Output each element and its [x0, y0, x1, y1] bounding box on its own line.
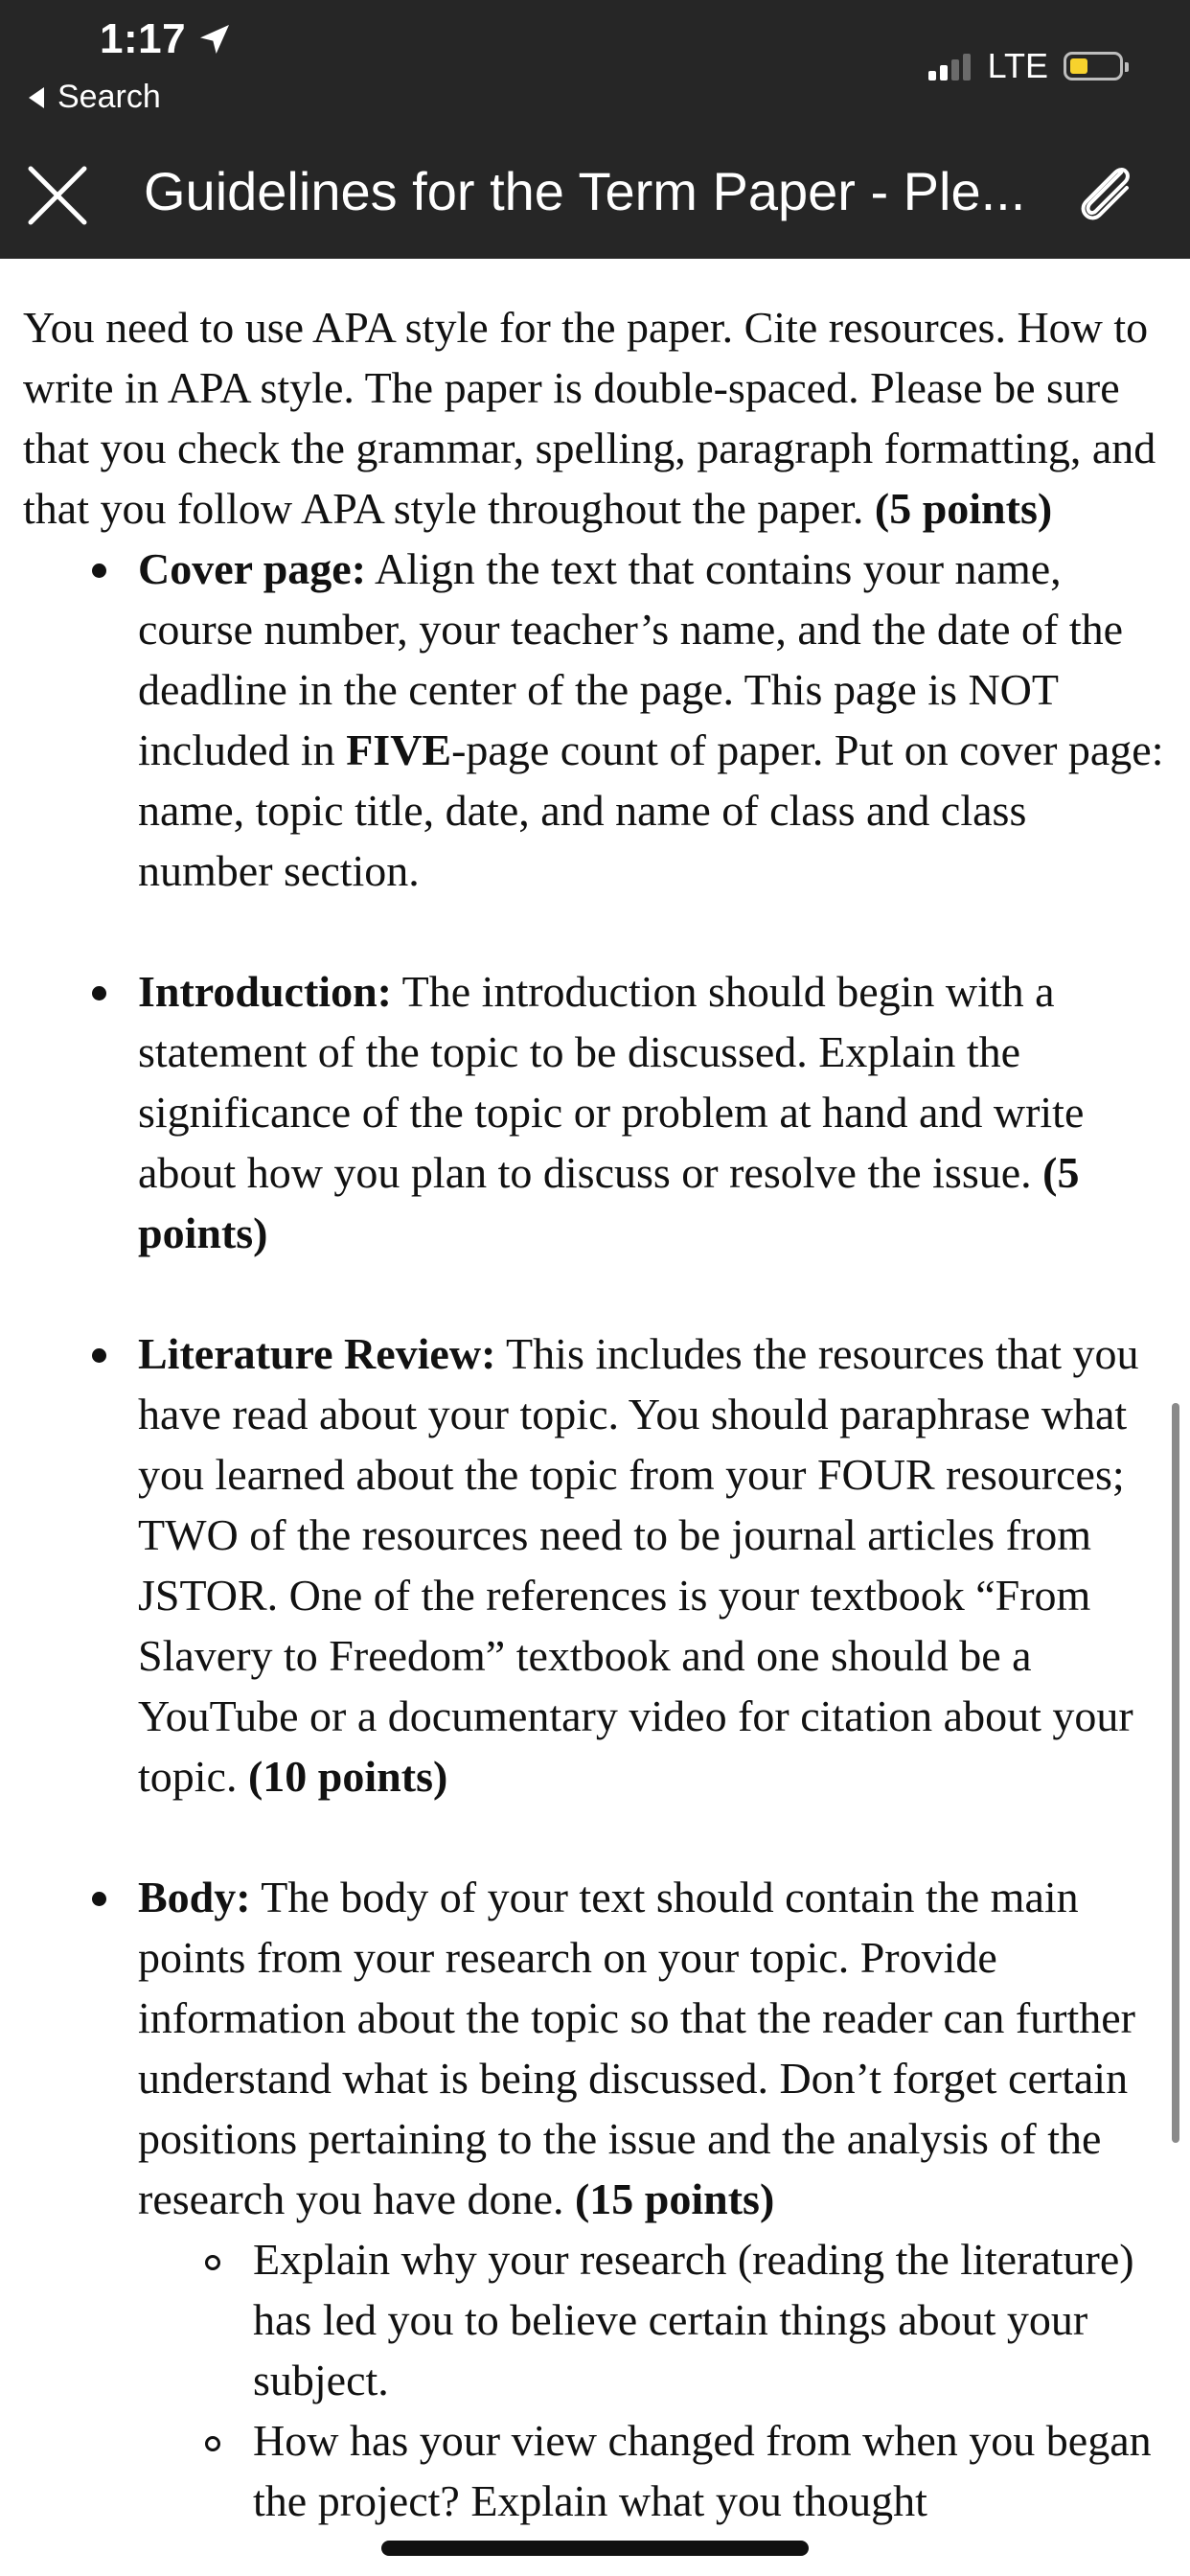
sub-item — [23, 2229, 1169, 2410]
back-to-search-button[interactable] — [29, 79, 161, 116]
top-chrome — [0, 0, 1190, 259]
cover-page-text: Align the text that contains your name, course number, your teacher’s name, and the date of the deadline in the center of the page. This page is NOT included in — [138, 544, 1124, 774]
body-points: (15 points) — [574, 2174, 775, 2223]
close-icon[interactable] — [21, 159, 94, 232]
list-item-introduction — [23, 961, 1169, 1263]
network-label: LTE — [987, 46, 1048, 85]
list-item-literature-review — [23, 1323, 1169, 1806]
battery-icon — [1064, 52, 1123, 80]
sub-item — [23, 2410, 1169, 2531]
guidelines-list — [23, 539, 1169, 2531]
status-time — [100, 15, 234, 63]
literature-review-points: (10 points) — [247, 1752, 448, 1801]
cover-page-bold: FIVE — [346, 725, 452, 774]
sub-item-text: Explain why your research (reading the literature) has led you to believe certain things about your subject. — [253, 2235, 1134, 2404]
location-arrow-icon — [195, 20, 234, 58]
literature-review-heading: Literature Review: — [138, 1329, 496, 1378]
status-indicators — [928, 46, 1123, 86]
time-label: 1:17 — [100, 15, 187, 62]
body-text: The body of your text should contain the main points from your research on your topic. Provide information about the topic so that the reader can further understand what is being discussed. Don’t forget certain positions pertaining to the issue and the analysis of the research you have done. — [138, 1873, 1135, 2223]
literature-review-text: This includes the resources that you have read about your topic. You should paraphrase what you learned about the topic from your FOUR resources; TWO of the resources need to be journal articles from JSTOR. One of the references is your textbook “From Slavery to Freedom” textbook and one should be a YouTube or a documentary video for citation about your topic. — [138, 1329, 1139, 1801]
introduction-text: The introduction should begin with a statement of the topic to be discussed. Explain the significance of the topic or problem at hand and write about how you plan to discuss or resolve the issue. — [138, 967, 1085, 1197]
intro-text: You need to use APA style for the paper. Cite resources. How to write in APA style. The paper is double-spaced. Please be sure that you check the grammar, spelling, paragraph formatting, and that you follow APA style throughout the paper. — [23, 303, 1156, 533]
list-item-body — [23, 1867, 1169, 2531]
introduction-points: (5 points) — [138, 1148, 1080, 1257]
body-heading: Body: — [138, 1873, 251, 1921]
back-label: Search — [57, 79, 161, 115]
introduction-heading: Introduction: — [138, 967, 392, 1016]
cover-page-text-end: -page count of paper. Put on cover page: name, topic title, date, and name of class and class number section. — [138, 725, 1164, 895]
body-sublist — [23, 2229, 1169, 2531]
cover-page-heading: Cover page: — [138, 544, 367, 593]
document-body — [23, 297, 1169, 2531]
scrollbar[interactable] — [1172, 1403, 1179, 2143]
intro-paragraph — [23, 297, 1169, 539]
paperclip-icon[interactable] — [1067, 155, 1144, 232]
header-bar — [0, 142, 1190, 259]
back-triangle-icon — [29, 87, 44, 108]
list-item-cover-page — [23, 539, 1169, 901]
page-title: Guidelines for the Term Paper - Ple... — [144, 161, 1025, 221]
sub-item-text: How has your view changed from when you began the project? Explain what you thought — [253, 2416, 1152, 2525]
home-indicator[interactable] — [381, 2541, 809, 2556]
intro-points: (5 points) — [874, 484, 1053, 533]
cellular-signal-icon — [928, 52, 974, 80]
